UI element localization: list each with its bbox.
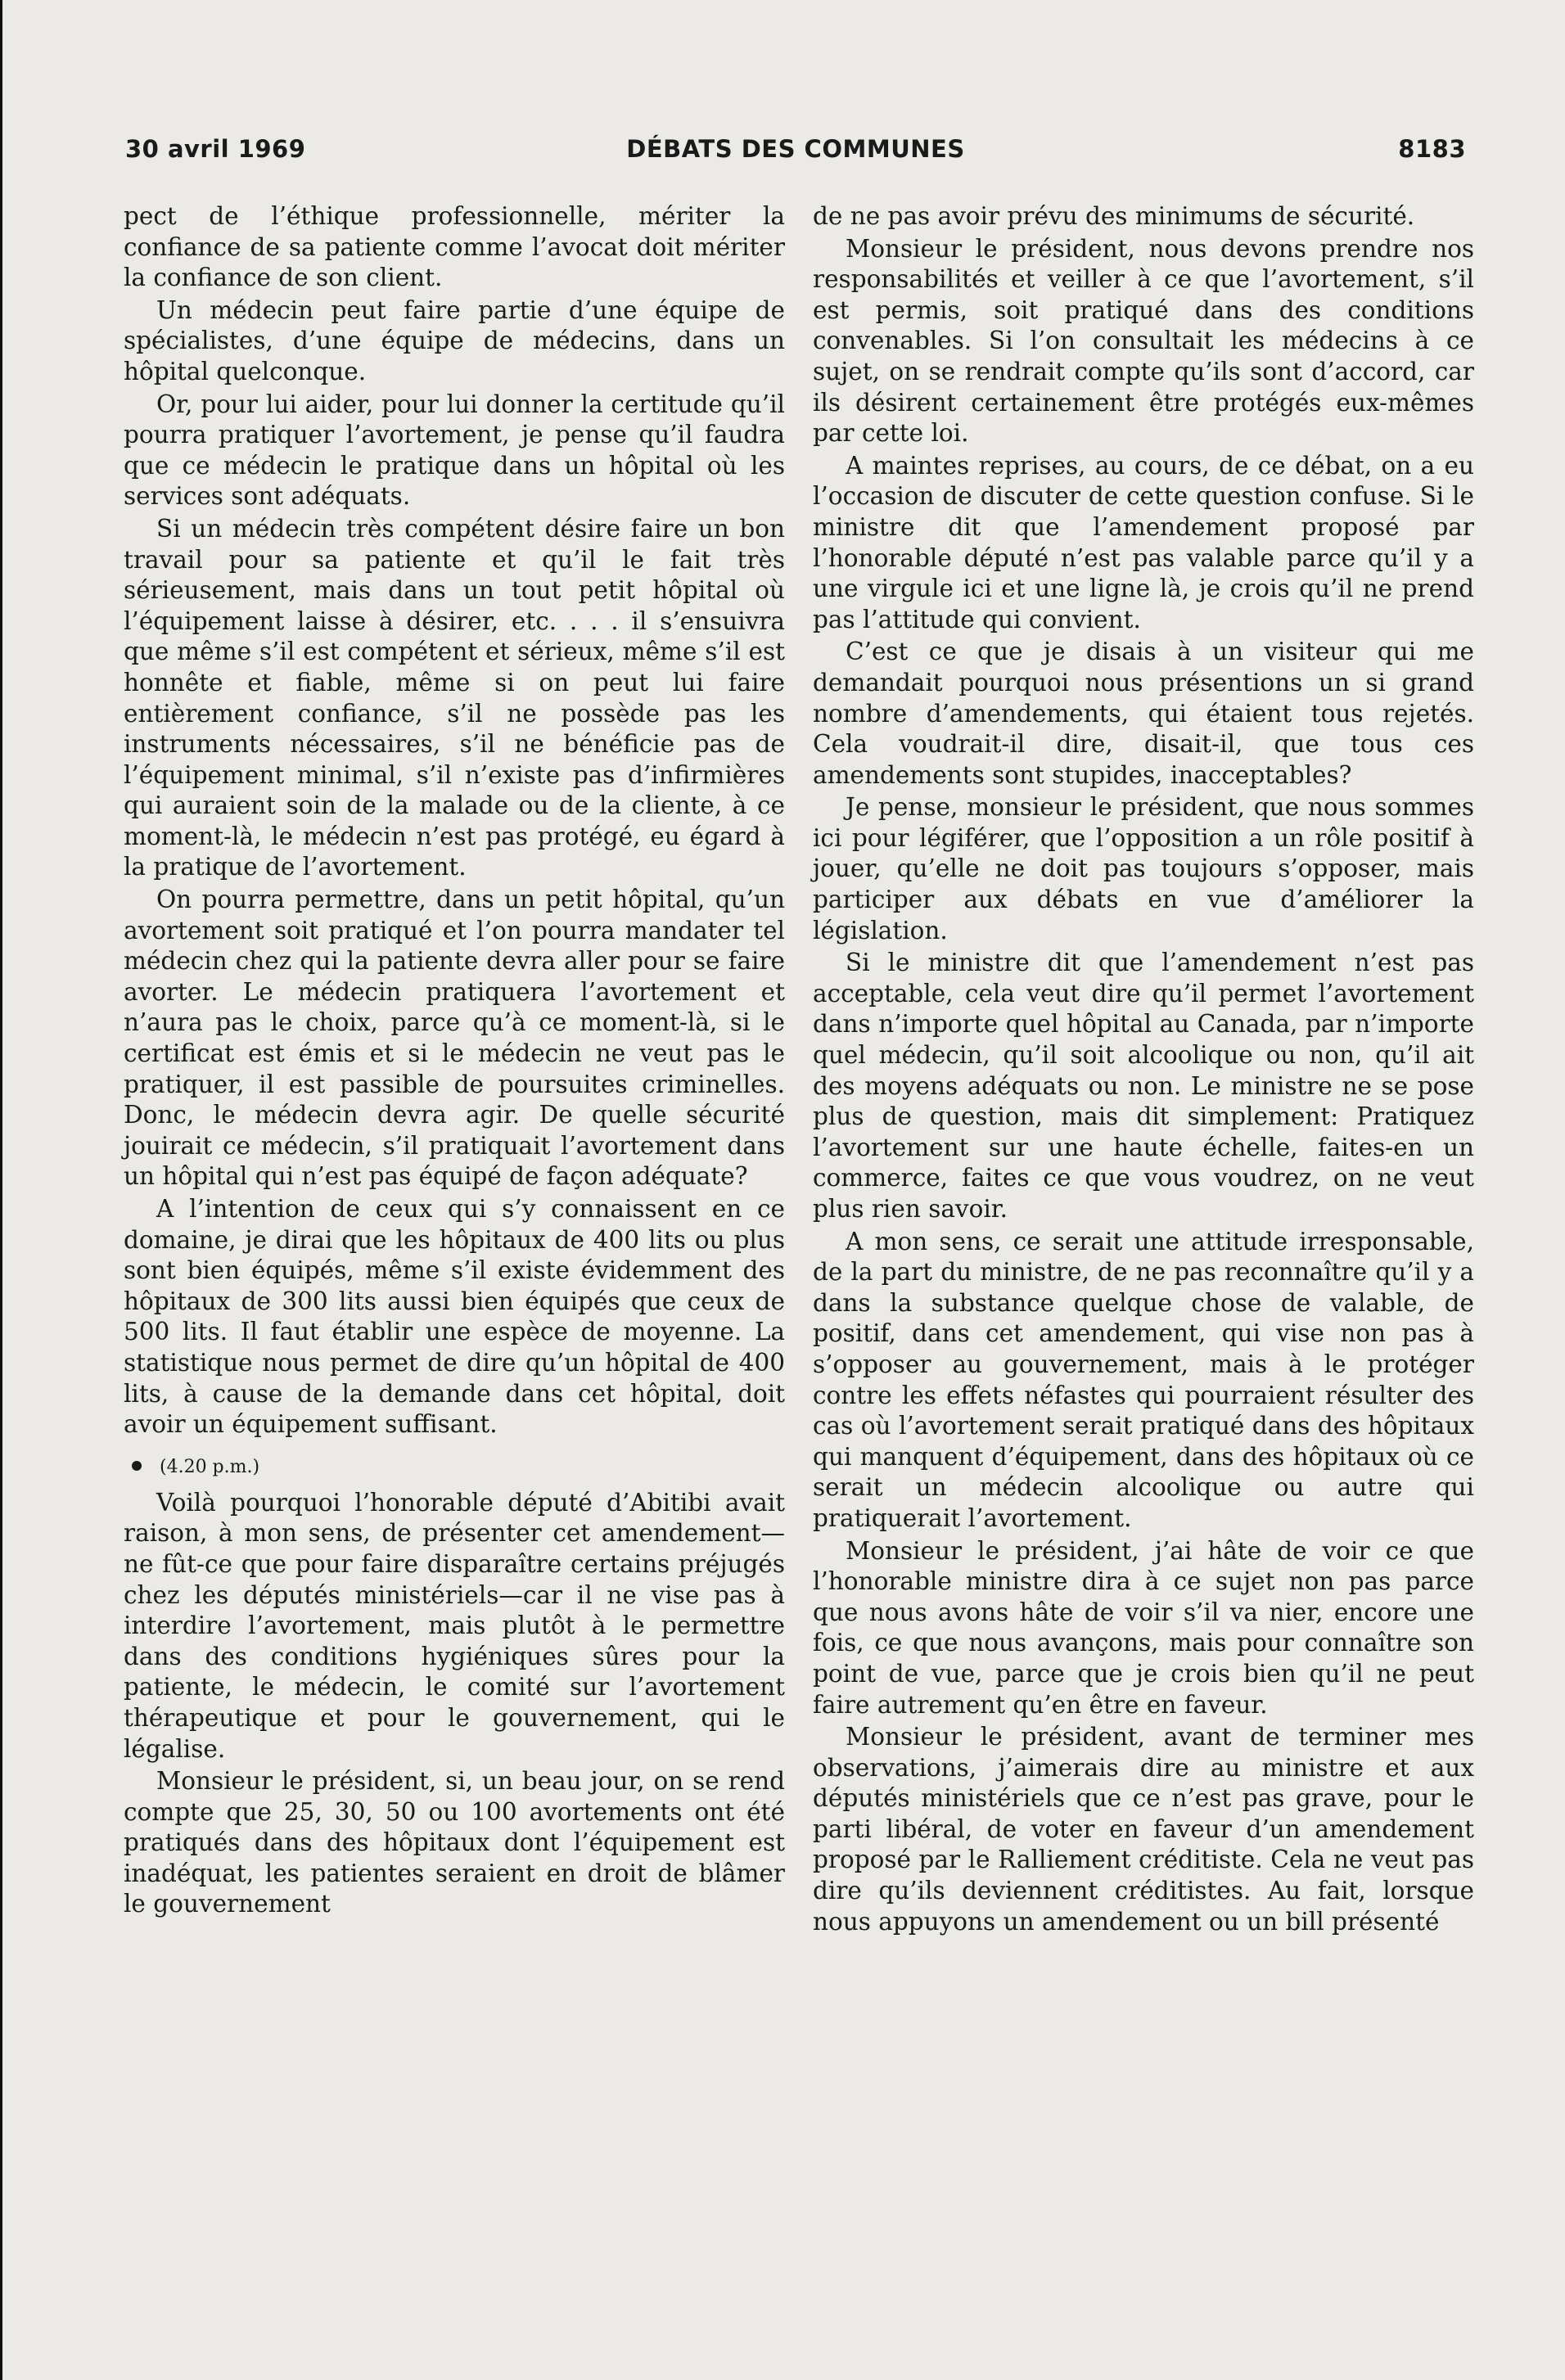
paragraph: Voilà pourquoi l’honorable député d’Abitibi avait raison, à mon sens, de présenter cet amendement—ne fût-ce que pour faire disparaître certains préjugés chez les députés ministériels—car il ne vise pas à interdire l’avortement, mais plutôt à le permettre dans des conditions hygiéniques sûres pour la patiente, le médecin, le comité sur l’avortement thérapeutique et pour le gouvernement, qui le légalise. (124, 1488, 785, 1763)
left-column (124, 201, 785, 1922)
right-column (813, 201, 1474, 1939)
page-header (125, 135, 1466, 171)
paragraph: Or, pour lui aider, pour lui donner la certitude qu’il pourra pratiquer l’avortement, je pense qu’il faudra que ce médecin le pratique dans un hôpital où les services sont adéquats. (124, 390, 785, 511)
time-marker-text: (4.20 p.m.) (160, 1456, 260, 1477)
paragraph: A maintes reprises, au cours, de ce débat, on a eu l’occasion de discuter de cette question confuse. Si le ministre dit que l’amendement proposé par l’honorable député n’est pas valable parce qu’il y a une virgule ici et une ligne là, je crois qu’il ne prend pas l’attitude qui convient. (813, 451, 1474, 633)
header-page-number: 8183 (1398, 135, 1466, 163)
paragraph: Monsieur le président, avant de terminer mes observations, j’aimerais dire au ministre et aux députés ministériels que ce n’est pas grave, pour le parti libéral, de voter en faveur d’un amendement proposé par le Ralliement créditiste. Cela ne veut pas dire qu’ils deviennent créditistes. Au fait, lorsque nous appuyons un amendement ou un bill présenté (813, 1723, 1474, 1936)
paragraph: C’est ce que je disais à un visiteur qui me demandait pourquoi nous présentions un si grand nombre d’amendements, qui étaient tous rejetés. Cela voudrait-il dire, disait-il, que tous ces amendements sont stupides, inacceptables? (813, 638, 1474, 789)
paragraph: Monsieur le président, j’ai hâte de voir ce que l’honorable ministre dira à ce sujet non pas parce que nous avons hâte de voir s’il va nier, encore une fois, ce que nous avançons, mais pour connaître son point de vue, parce que je crois bien qu’il ne peut faire autrement qu’en être en faveur. (813, 1536, 1474, 1719)
paragraph: Je pense, monsieur le président, que nous sommes ici pour légiférer, que l’opposition a un rôle positif à jouer, qu’elle ne doit pas toujours s’opposer, mais participer aux débats en vue d’améliorer la législation. (813, 793, 1474, 944)
paragraph: Monsieur le président, si, un beau jour, on se rend compte que 25, 30, 50 ou 100 avortements ont été pratiqués dans des hôpitaux dont l’équipement est inadéquat, les patientes seraient en droit de blâmer le gouvernement (124, 1767, 785, 1918)
paragraph: de ne pas avoir prévu des minimums de sécurité. (813, 202, 1415, 230)
paragraph: On pourra permettre, dans un petit hôpital, qu’un avortement soit pratiqué et l’on pourra mandater tel médecin chez qui la patiente devra aller pour se faire avorter. Le médecin pratiquera l’avortement et n’aura pas le choix, parce qu’à ce moment-là, si le certificat est émis et si le médecin ne veut pas le pratiquer, il est passible de poursuites criminelles. Donc, le médecin devra agir. De quelle sécurité jouirait ce médecin, s’il pratiquait l’avortement dans un hôpital qui n’est pas équipé de façon adéquate? (124, 886, 785, 1191)
paragraph: A mon sens, ce serait une attitude irresponsable, de la part du ministre, de ne pas reconnaître qu’il y a dans la substance quelque chose de valable, de positif, dans cet amendement, qui vise non pas à s’opposer au gouvernement, mais à le protéger contre les effets néfastes qui pourraient résulter des cas où l’avortement serait pratiqué dans des hôpitaux qui manquent d’équipement, dans des hôpitaux où ce serait un médecin alcoolique ou autre qui pratiquerait l’avortement. (813, 1227, 1474, 1532)
paragraph: Si le ministre dit que l’amendement n’est pas acceptable, cela veut dire qu’il permet l’avortement dans n’importe quel hôpital au Canada, par n’importe quel médecin, qu’il soit alcoolique ou non, qu’il ait des moyens adéquats ou non. Le ministre ne se pose plus de question, mais dit simplement: Pratiquez l’avortement sur une haute échelle, faites-en un commerce, faites ce que vous voudrez, on ne veut plus rien savoir. (813, 949, 1474, 1223)
paragraph: Un médecin peut faire partie d’une équipe de spécialistes, d’une équipe de médecins, dans un hôpital quelconque. (124, 295, 785, 385)
bullet-icon (132, 1461, 142, 1471)
paragraph: pect de l’éthique professionnelle, mériter la confiance de sa patiente comme l’avocat doit mériter la confiance de son client. (124, 202, 785, 292)
header-date: 30 avril 1969 (125, 135, 306, 163)
paragraph: A l’intention de ceux qui s’y connaissent en ce domaine, je dirai que les hôpitaux de 400 lits ou plus sont bien équipés, même s’il existe évidemment des hôpitaux de 300 lits aussi bien équipés que ceux de 500 lits. Il faut établir une espèce de moyenne. La statistique nous permet de dire qu’un hôpital de 400 lits, à cause de la demande dans cet hôpital, doit avoir un équipement suffisant. (124, 1195, 785, 1439)
paragraph: Monsieur le président, nous devons prendre nos responsabilités et veiller à ce que l’avortement, s’il est permis, soit pratiqué dans des conditions convenables. Si l’on consultait les médecins à ce sujet, on se rendrait compte qu’ils sont d’accord, car ils désirent certainement être protégés eux-mêmes par cette loi. (813, 234, 1474, 448)
header-title: DÉBATS DES COMMUNES (626, 135, 965, 163)
paragraph: Si un médecin très compétent désire faire un bon travail pour sa patiente et qu’il le fait très sérieusement, mais dans un tout petit hôpital où l’équipement laisse à désirer, etc. . . . il s’ensuivra que même s’il est compétent et sérieux, même s’il est honnête et fiable, même si on peut lui faire entièrement confiance, s’il ne possède pas les instruments nécessaires, s’il ne bénéficie pas de l’équipement minimal, s’il n’existe pas d’infirmières qui auraient soin de la malade ou de la cliente, à ce moment-là, le médecin n’est pas protégé, eu égard à la pratique de l’avortement. (124, 514, 785, 881)
time-marker (132, 1455, 785, 1480)
